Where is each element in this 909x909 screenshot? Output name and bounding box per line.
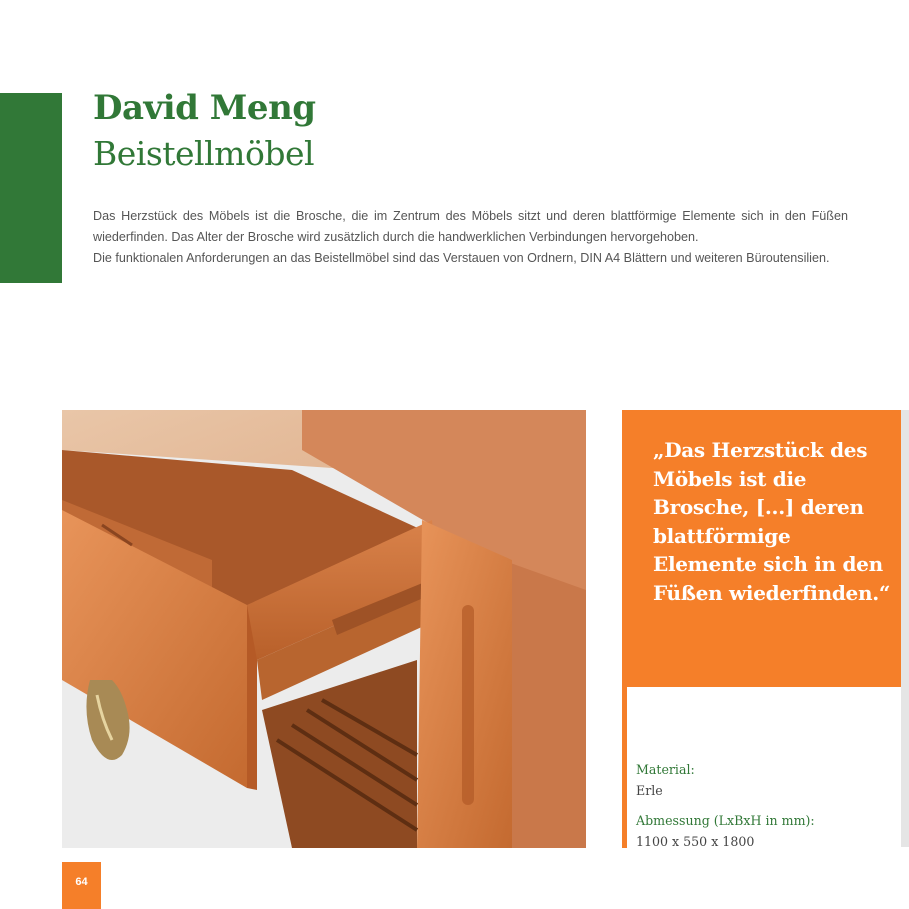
pull-quote-text: „Das Herzstück des Möbels ist die Brosche, [...] deren blattförmige Elemente sich in den Füßen wiederfinden.“ — [653, 438, 891, 605]
page-number-box — [62, 862, 101, 909]
grey-edge-line — [901, 410, 909, 847]
product-title: Beistellmöbel — [93, 134, 315, 173]
dimensions-label: Abmessung (LxBxH in mm): — [636, 813, 815, 828]
material-value: Erle — [636, 783, 663, 798]
orange-divider-line — [622, 687, 627, 848]
description-paragraph-1: Das Herzstück des Möbels ist die Brosche, die im Zentrum des Möbels sitzt und deren blattförmige Elemente sich in den Füßen wiederfinden. Das Alter der Brosche wird zusätzlich durch die handwerklichen Verbindungen hervorgehoben. — [93, 209, 848, 244]
dimensions-value: 1100 x 550 x 1800 — [636, 834, 755, 849]
material-label: Material: — [636, 762, 695, 777]
designer-name: David Meng — [93, 88, 316, 128]
furniture-photo — [62, 410, 586, 848]
description-paragraph-2: Die funktionalen Anforderungen an das Beistellmöbel sind das Verstauen von Ordnern, DIN A4 Blättern und weiteren Büroutensilien. — [93, 251, 830, 265]
pull-quote-box — [622, 410, 901, 687]
green-accent-bar — [0, 93, 62, 283]
page-number: 64 — [75, 876, 88, 888]
description — [93, 206, 848, 269]
